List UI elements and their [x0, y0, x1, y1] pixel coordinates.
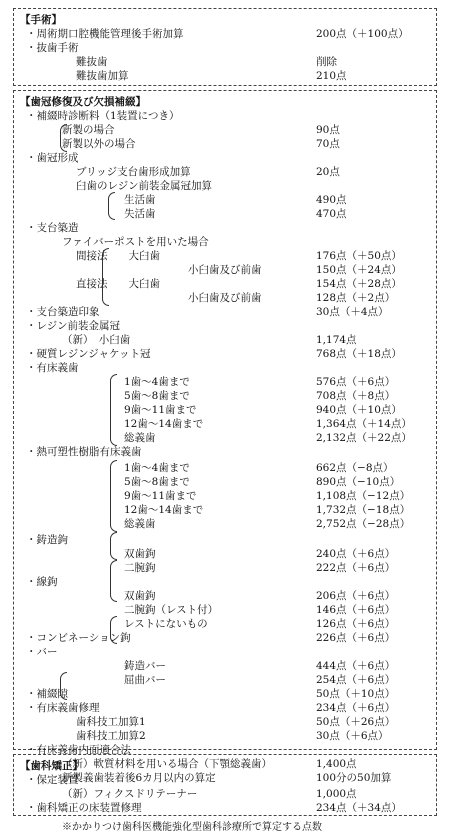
item-value: 210点 [316, 70, 347, 82]
item-value: 576点（＋6点） [316, 376, 396, 388]
item-label: ・コンビネーション鉤 [26, 632, 131, 644]
item-value: 444点（＋6点） [316, 660, 396, 672]
item-label: レストにないもの [124, 618, 208, 630]
item-value: 50点（＋10点） [316, 688, 396, 700]
item-value: 200点（＋100点） [316, 28, 409, 40]
item-label: 歯科技工加算2 [76, 730, 146, 742]
item-label: 9歯〜11歯まで [124, 404, 197, 416]
item-label: （新） 小臼歯 [62, 334, 131, 346]
item-value: 1,732点（−18点） [316, 504, 411, 516]
item-value: 100分の50加算 [316, 772, 392, 784]
item-label: 二腕鉤 [124, 562, 156, 574]
item-value: 126点（＋6点） [316, 618, 396, 630]
item-value: 490点 [316, 194, 347, 206]
brace-repair [60, 672, 67, 700]
item-value: 1,400点 [316, 758, 357, 770]
section-title: 【歯冠修復及び欠損補綴】 [20, 96, 146, 108]
item-label: 新製以外の場合 [62, 138, 136, 150]
item-label: （新）軟質材料を用いる場合（下顎総義歯） [62, 758, 272, 770]
item-label: 5歯〜8歯まで [124, 476, 190, 488]
item-label: 失活歯 [124, 208, 156, 220]
item-value: 2,752点（−28点） [316, 518, 411, 530]
item-value: 30点（＋6点） [316, 730, 389, 742]
item-label: 直接法 大臼歯 [76, 278, 160, 290]
item-value: 708点（＋8点） [316, 390, 396, 402]
item-value: 70点 [316, 138, 340, 150]
item-label: ・抜歯手術 [26, 42, 79, 54]
item-label: 12歯〜14歯まで [124, 418, 204, 430]
item-value: 254点（＋6点） [316, 674, 396, 686]
item-label: ・線鉤 [26, 576, 58, 588]
item-label: 新製の場合 [62, 124, 115, 136]
item-label: 難抜歯 [76, 56, 108, 68]
item-label: 間接法 大臼歯 [76, 250, 160, 262]
item-label: ・有床義歯 [26, 362, 79, 374]
item-value: 940点（＋10点） [316, 404, 402, 416]
item-label: 12歯〜14歯まで [124, 504, 204, 516]
item-value: 2,132点（＋22点） [316, 432, 412, 444]
item-value: 1,108点（−12点） [316, 490, 411, 502]
brace-abutment [102, 248, 109, 306]
item-label: ・補綴時診断料（1装置につき） [26, 110, 180, 122]
item-value: 470点 [316, 208, 347, 220]
item-label: 1歯〜4歯まで [124, 462, 190, 474]
item-value: 768点（＋18点） [316, 348, 402, 360]
item-label: 総義歯 [124, 518, 156, 530]
item-label: ・支台築造 [26, 222, 79, 234]
item-value: 1,174点 [316, 334, 357, 346]
item-label: ・歯科矯正の床装置修理 [26, 802, 142, 814]
brace-wire-clasp [110, 560, 117, 602]
item-value: 234点（＋6点） [316, 702, 396, 714]
item-label: 歯科技工加算1 [76, 716, 146, 728]
item-label: 難抜歯加算 [76, 70, 129, 82]
item-value: 234点（＋34点） [316, 802, 402, 814]
item-label: ・補綴隙 [26, 688, 68, 700]
item-value: 150点（＋24点） [316, 264, 402, 276]
item-label: 屈曲バー [124, 674, 166, 686]
item-label: ・有床義歯修理 [26, 702, 100, 714]
item-value: 30点（＋4点） [316, 306, 389, 318]
brace-cast-clasp [110, 532, 117, 560]
item-value: 890点（−10点） [316, 476, 401, 488]
brace-diagnosis [60, 124, 67, 152]
item-value: 128点（＋2点） [316, 292, 396, 304]
item-label: ・バー [26, 646, 58, 658]
item-label: 1歯〜4歯まで [124, 376, 190, 388]
item-label: 生活歯 [124, 194, 156, 206]
item-value: 240点（＋6点） [316, 548, 396, 560]
item-label: ・保定装置 [26, 774, 79, 786]
item-label: 二腕鉤（レスト付） [124, 604, 219, 616]
item-value: 146点（＋6点） [316, 604, 396, 616]
item-label: 小臼歯及び前歯 [188, 264, 262, 276]
section-title: 【歯科矯正】 [20, 760, 83, 772]
item-value: 206点（＋6点） [316, 590, 396, 602]
item-label: ・鋳造鉤 [26, 534, 68, 546]
section-title: 【手術】 [20, 14, 62, 26]
item-value: 222点（＋6点） [316, 562, 396, 574]
item-value: 154点（＋28点） [316, 278, 402, 290]
item-label: 9歯〜11歯まで [124, 490, 197, 502]
item-label: 新製義歯装着後6カ月以内の算定 [62, 772, 216, 784]
item-value: 削除 [316, 56, 337, 68]
item-label: 鋳造バー [124, 660, 166, 672]
item-label: ・有床義歯内面適合法 [26, 744, 131, 756]
item-label: ブリッジ支台歯形成加算 [76, 166, 191, 178]
brace-bar [110, 616, 117, 644]
footnote: ※かかりつけ歯科医機能強化型歯科診療所で算定する点数 [62, 822, 322, 833]
item-value: 1,000点 [316, 788, 357, 800]
brace-thermo [110, 460, 117, 532]
item-value: 20点 [316, 166, 340, 178]
item-label: （新）フィクスドリテーナー [62, 788, 198, 800]
brace-denture [110, 374, 117, 446]
item-label: ファイバーポストを用いた場合 [62, 236, 209, 248]
item-label: ・支台築造印象 [26, 306, 100, 318]
item-label: 5歯〜8歯まで [124, 390, 190, 402]
item-value: 1,364点（＋14点） [316, 418, 412, 430]
item-label: 臼歯のレジン前装金属冠加算 [76, 180, 212, 192]
item-value: 176点（＋50点） [316, 250, 402, 262]
item-value: 50点（＋26点） [316, 716, 396, 728]
item-label: ・硬質レジンジャケット冠 [26, 348, 151, 360]
brace-resin-crown [108, 192, 115, 220]
item-label: ・周術期口腔機能管理後手術加算 [26, 28, 184, 40]
item-label: 双歯鉤 [124, 590, 156, 602]
item-value: 226点（＋6点） [316, 632, 396, 644]
item-value: 662点（−8点） [316, 462, 394, 474]
item-label: ・熱可塑性樹脂有床義歯 [26, 446, 142, 458]
item-label: 小臼歯及び前歯 [188, 292, 262, 304]
item-label: 双歯鉤 [124, 548, 156, 560]
item-value: 90点 [316, 124, 340, 136]
item-label: ・歯冠形成 [26, 152, 79, 164]
item-label: ・レジン前装金属冠 [26, 320, 120, 332]
item-label: 総義歯 [124, 432, 156, 444]
